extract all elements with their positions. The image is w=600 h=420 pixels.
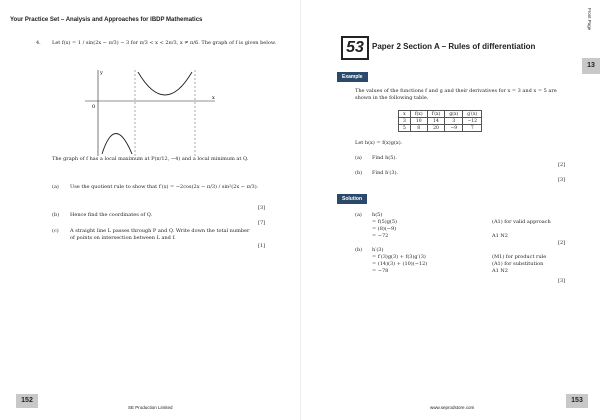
question-a-label: (a)	[355, 155, 362, 161]
front-page-label: Front Page	[587, 8, 592, 31]
part-b-text: Hence find the coordinates of Q.	[70, 212, 153, 218]
chapter-tab[interactable]: 13	[582, 58, 600, 74]
solution-b-note: (M1) for product rule	[492, 254, 547, 260]
question-number: 4.	[36, 40, 41, 46]
table-row	[399, 118, 482, 125]
solution-a-line: = f(5)g(5)	[372, 219, 397, 225]
part-a-label: (a)	[52, 184, 59, 190]
table-cell: 3	[399, 118, 411, 125]
table-row	[399, 125, 482, 132]
part-a-marks: [3]	[258, 205, 266, 211]
question-a-marks: [2]	[558, 162, 566, 168]
solution-a-marks: [2]	[558, 240, 566, 246]
solution-a-line: = −72	[372, 233, 389, 239]
table-cell: −9	[445, 125, 463, 132]
table-header-row	[399, 111, 482, 118]
part-b-label: (b)	[52, 212, 60, 218]
table-header-cell: g(x)	[445, 111, 463, 118]
solution-a-line: = (8)(−9)	[372, 226, 397, 232]
part-c-text: A straight line L passes through P and Q. Write down the total number of points on intersection between L and f.	[70, 228, 250, 241]
question-intro: Let f(x) = 1 / sin(2x − π/3) − 3 for π/3 < x < 2π/3, x ≠ π/6. The graph of f is given below.	[52, 40, 277, 46]
question-b-label: (b)	[355, 170, 363, 176]
table-cell: 20	[427, 125, 445, 132]
table-header-cell: g′(x)	[463, 111, 482, 118]
table-header-cell: f(x)	[410, 111, 427, 118]
solution-b-note: A1 N2	[492, 268, 508, 274]
question-b-text: Find h′(3).	[372, 170, 399, 176]
solution-a-label: (a)	[355, 212, 362, 218]
solution-b-line: = f′(3)g(3) + f(3)g′(3)	[372, 254, 426, 260]
table-cell: 14	[427, 118, 445, 125]
solution-a-note: A1 N2	[492, 233, 508, 239]
page-number-right: 153	[566, 394, 588, 408]
section-title: Paper 2 Section A – Rules of differentiation	[372, 42, 536, 51]
function-graph	[80, 68, 220, 158]
table-cell: −12	[463, 118, 482, 125]
solution-b-line: h′(3)	[372, 247, 384, 253]
x-axis-label: x	[212, 95, 215, 101]
table-header-cell: x	[399, 111, 411, 118]
question-stem: The graph of f has a local maximum at P(π/12, −4) and a local minimum at Q.	[52, 156, 249, 162]
lower-branch-curve	[102, 134, 132, 155]
solution-b-label: (b)	[355, 247, 363, 253]
solution-b-line: = −78	[372, 268, 389, 274]
solution-a-note: (A1) for valid approach	[492, 219, 551, 225]
values-table	[398, 110, 482, 132]
table-cell: 5	[399, 125, 411, 132]
table-cell: 10	[410, 118, 427, 125]
part-c-label: (c)	[52, 228, 59, 234]
table-cell: 8	[410, 125, 427, 132]
origin-label: 0	[92, 104, 96, 110]
footer-left: SE Production Limited	[128, 405, 173, 410]
y-axis-label: y	[100, 70, 103, 76]
part-a-text: Use the quotient rule to show that f′(x) = −2cos(2x − π/3) / sin²(2x − π/3).	[70, 184, 259, 190]
footer-right: www.seprodstore.com	[430, 405, 475, 410]
solution-a-line: h(5)	[372, 212, 383, 218]
solution-b-note: (A1) for substitution	[492, 261, 544, 267]
page-number-left: 152	[16, 394, 38, 408]
page-header: Your Practice Set – Analysis and Approaches for IBDP Mathematics	[10, 17, 203, 23]
part-b-marks: [7]	[258, 220, 266, 226]
question-a-text: Find h(5).	[372, 155, 397, 161]
let-h-text: Let h(x) = f(x)g(x).	[355, 140, 403, 146]
example-text: The values of the functions f and g and their derivatives for x = 3 and x = 5 are shown in the following table.	[355, 88, 557, 101]
question-b-marks: [3]	[558, 177, 566, 183]
upper-branch-curve	[138, 72, 192, 95]
solution-label: Solution	[337, 194, 367, 204]
example-label: Example	[337, 72, 368, 82]
table-cell: 3	[445, 118, 463, 125]
part-c-marks: [1]	[258, 243, 266, 249]
solution-b-line: = (14)(3) + (10)(−12)	[372, 261, 428, 267]
section-number-badge: 53	[341, 36, 369, 60]
solution-b-marks: [3]	[558, 278, 566, 284]
table-header-cell: f′(x)	[427, 111, 445, 118]
table-cell: 7	[463, 125, 482, 132]
